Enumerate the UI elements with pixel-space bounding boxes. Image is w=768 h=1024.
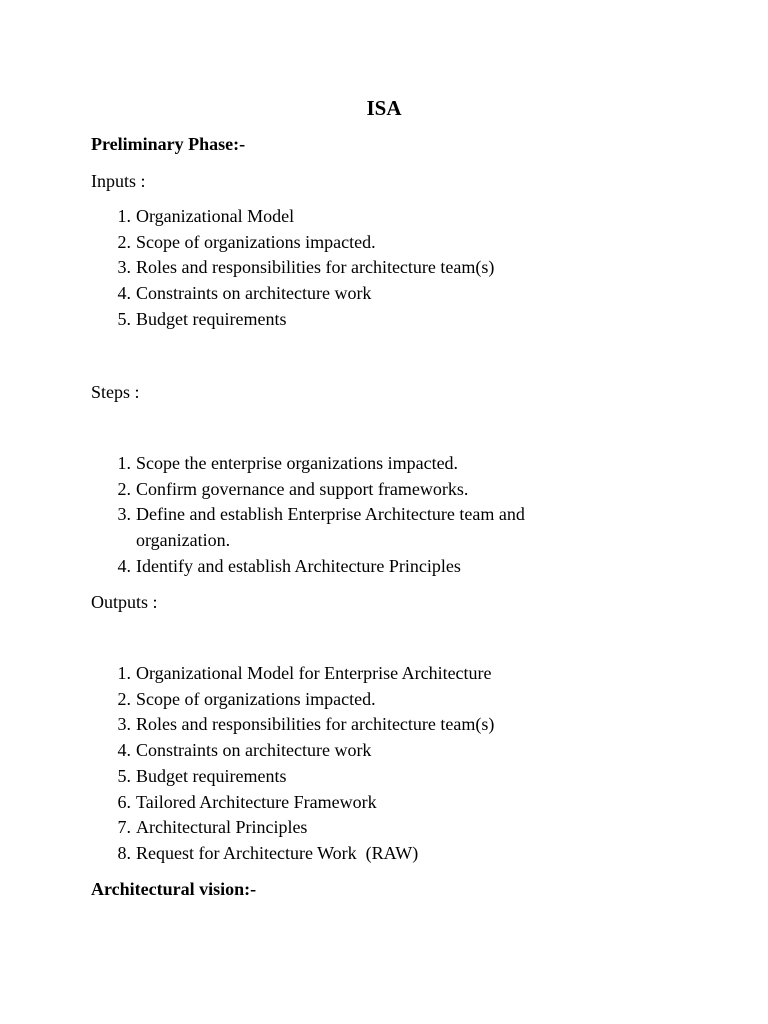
list-number: 2. — [117, 478, 131, 499]
list-item — [91, 204, 691, 230]
list-number: 6. — [117, 791, 131, 812]
list-number: 5. — [117, 308, 131, 329]
list-item — [91, 687, 691, 713]
architectural-vision-heading: Architectural vision:- — [91, 879, 257, 899]
list-item — [91, 712, 691, 738]
list-number: 2. — [117, 231, 131, 252]
list-number: 8. — [117, 842, 131, 863]
list-number: 3. — [117, 714, 131, 735]
list-number: 4. — [117, 283, 131, 304]
list-item-text: Scope of organizations impacted. — [136, 231, 376, 252]
list-number: 7. — [117, 817, 131, 838]
list-item-text: Request for Architecture Work (RAW) — [136, 842, 419, 863]
list-item-text: Organizational Model for Enterprise Architecture — [136, 663, 492, 683]
list-number: 2. — [117, 688, 131, 709]
list-item-text: Constraints on architecture work — [136, 283, 372, 304]
list-item — [91, 281, 691, 307]
list-item-text: Roles and responsibilities for architecture team(s) — [136, 257, 495, 278]
list-item-text: Confirm governance and support frameworks. — [136, 478, 469, 499]
list-number: 5. — [117, 765, 131, 786]
list-item — [91, 661, 691, 687]
list-item-text: Budget requirements — [136, 765, 287, 786]
inputs-list — [91, 204, 691, 333]
outputs-label: Outputs : — [91, 592, 158, 612]
list-item-text: Architectural Principles — [136, 817, 308, 838]
list-number: 4. — [117, 740, 131, 761]
list-item-text: Scope of organizations impacted. — [136, 688, 376, 709]
outputs-list — [91, 661, 691, 867]
list-item-text: Budget requirements — [136, 308, 287, 329]
list-item-text: Constraints on architecture work — [136, 740, 372, 761]
list-item — [91, 764, 691, 790]
steps-label: Steps : — [91, 382, 140, 402]
list-item-text: Identify and establish Architecture Principles — [136, 555, 461, 576]
list-item — [91, 815, 691, 841]
list-item — [91, 554, 591, 580]
list-item-text: Roles and responsibilities for architecture team(s) — [136, 714, 495, 735]
list-number: 4. — [117, 555, 131, 576]
list-number: 1. — [117, 453, 131, 473]
list-item-text: Scope the enterprise organizations impacted. — [136, 453, 459, 473]
list-item — [91, 738, 691, 764]
list-number: 1. — [117, 663, 131, 683]
list-item — [91, 841, 691, 867]
document-title: ISA — [366, 96, 402, 120]
list-item-text: Tailored Architecture Framework — [136, 791, 377, 812]
list-item — [91, 230, 691, 256]
list-item-text: Organizational Model — [136, 206, 295, 226]
inputs-label: Inputs : — [91, 171, 146, 191]
list-item — [91, 451, 591, 477]
list-item — [91, 790, 691, 816]
list-item-text: Define and establish Enterprise Architecture team and organization. — [136, 504, 525, 551]
steps-list — [91, 451, 591, 580]
preliminary-phase-heading: Preliminary Phase:- — [91, 134, 246, 154]
list-number: 1. — [117, 206, 131, 226]
list-item — [91, 255, 691, 281]
list-item — [91, 307, 691, 333]
list-number: 3. — [117, 504, 131, 525]
list-number: 3. — [117, 257, 131, 278]
list-item — [91, 502, 591, 553]
list-item — [91, 477, 591, 503]
